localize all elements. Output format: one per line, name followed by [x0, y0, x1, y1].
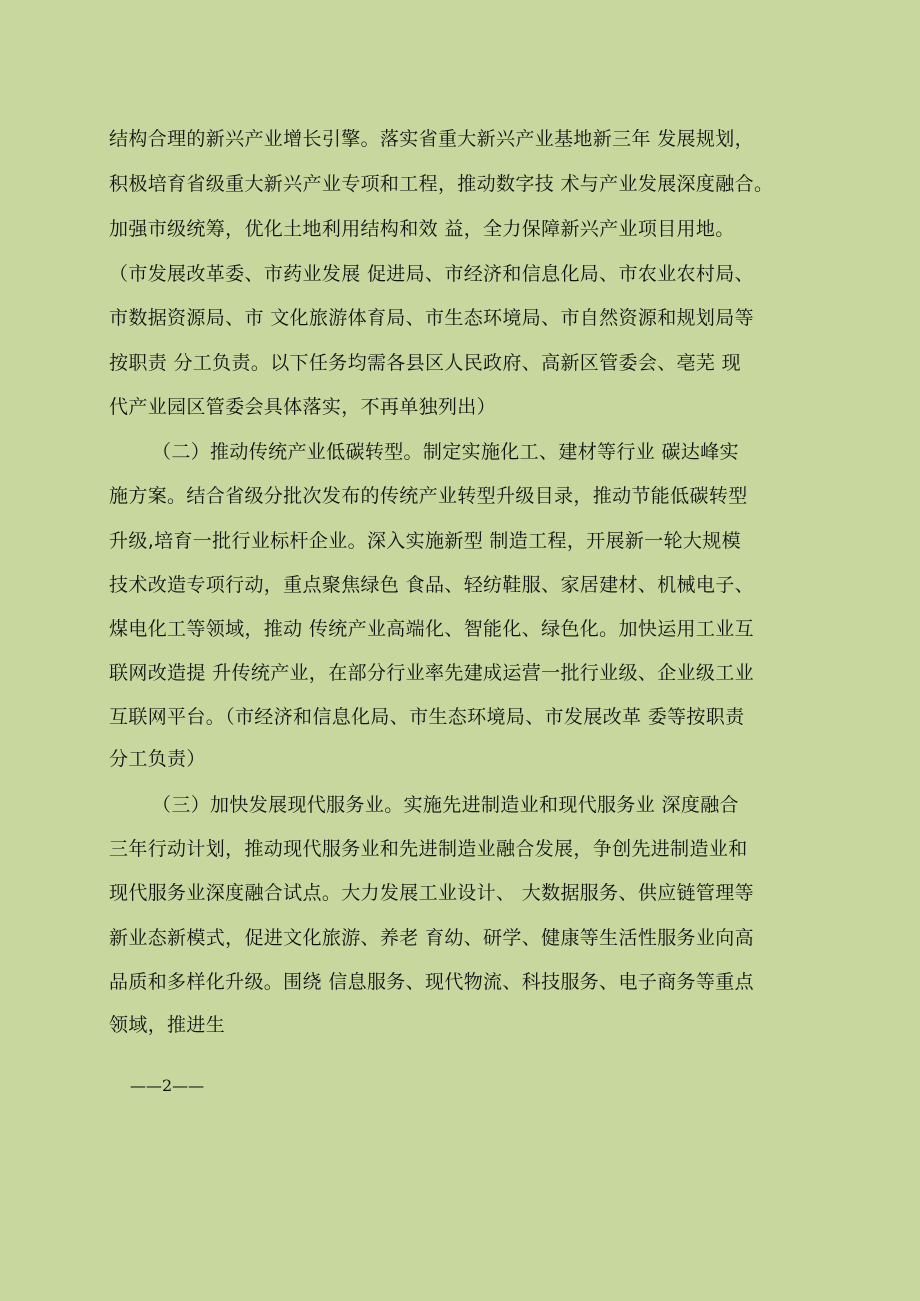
- paragraph-line: 升级,培育一批行业标杆企业。深入实施新型 制造工程，开展新一轮大规模: [109, 530, 741, 552]
- paragraph-line: 积极培育省级重大新兴产业专项和工程，推动数字技 术与产业发展深度融合。: [109, 173, 774, 195]
- paragraph-line: 联网改造提 升传统产业，在部分行业率先建成运营一批行业级、企业级工业: [109, 662, 754, 684]
- paragraph-line: 加强市级统筹，优化土地利用结构和效 益，全力保障新兴产业项目用地。: [109, 218, 735, 240]
- paragraph-line: 施方案。结合省级分批次发布的传统产业转型升级目录，推动节能低碳转型: [109, 485, 748, 507]
- paragraph-line: 分工负责）: [109, 748, 206, 770]
- section-heading-three: （三）加快发展现代服务业。实施先进制造业和现代服务业 深度融合: [152, 794, 739, 816]
- paragraph-line: 技术改造专项行动，重点聚焦绿色 食品、轻纺鞋服、家居建材、机械电子、: [109, 574, 754, 596]
- paragraph-line: 市数据资源局、市 文化旅游体育局、市生态环境局、市自然资源和规划局等: [109, 307, 754, 329]
- paragraph-line: 煤电化工等领域，推动 传统产业高端化、智能化、绿色化。加快运用工业互: [109, 618, 754, 640]
- paragraph-line: 品质和多样化升级。围绕 信息服务、现代物流、科技服务、电子商务等重点: [109, 971, 754, 993]
- paragraph-line: 新业态新模式，促进文化旅游、养老 育幼、研学、健康等生活性服务业向高: [109, 927, 754, 949]
- paragraph-line: 领域，推进生: [109, 1014, 226, 1036]
- paragraph-line: 按职责 分工负责。以下任务均需各县区人民政府、高新区管委会、亳芜 现: [109, 352, 741, 374]
- paragraph-line: 代产业园区管委会具体落实，不再单独列出）: [109, 396, 497, 418]
- section-heading-two: （二）推动传统产业低碳转型。制定实施化工、建材等行业 碳达峰实: [152, 441, 739, 463]
- paragraph-line: （市发展改革委、市药业发展 促进局、市经济和信息化局、市农业农村局、: [109, 263, 754, 285]
- page-number: ——2——: [130, 1076, 205, 1095]
- paragraph-line: 互联网平台。（市经济和信息化局、市生态环境局、市发展改革 委等按职责: [109, 706, 745, 728]
- paragraph-line: 现代服务业深度融合试点。大力发展工业设计、 大数据服务、供应链管理等: [109, 882, 754, 904]
- paragraph-line: 结构合理的新兴产业增长引擎。落实省重大新兴产业基地新三年 发展规划，: [109, 128, 754, 150]
- paragraph-line: 三年行动计划，推动现代服务业和先进制造业融合发展，争创先进制造业和: [109, 838, 748, 860]
